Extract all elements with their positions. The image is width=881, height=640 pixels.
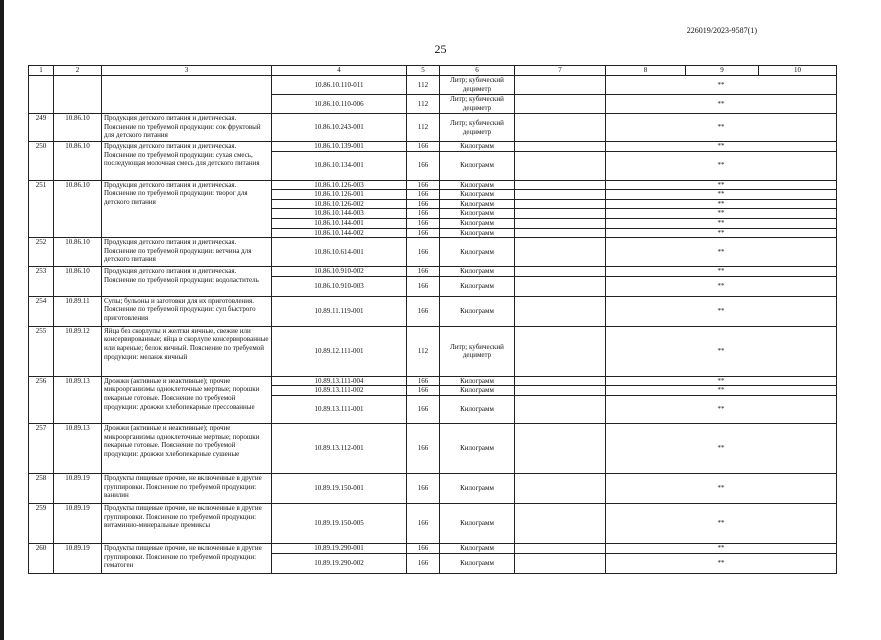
header-col-10: 10 [759,66,837,76]
unit-name: Килограмм [440,142,515,152]
okei-code: 166 [407,423,440,473]
product-description: Дрожжи (активные и неактивные); прочие микроорганизмы одноклеточные мертвые; порошки пекарные готовые. Пояснение по требуемой продукции: дрожжи хлебопекарные сушеные [102,423,272,473]
col-7-cell [515,151,606,180]
table-row [29,503,837,543]
product-description: Супы; бульоны и заготовки для их приготовления. Пояснение по требуемой продукции: суп быстрого приготовления [102,296,272,326]
row-number: 255 [29,326,54,376]
col-7-cell [515,503,606,543]
ktru-code: 10.89.19.290-001 [272,543,407,553]
mark-cell: ** [606,151,837,180]
mark-cell: ** [606,267,837,277]
col-7-cell [515,276,606,296]
table-row [29,114,837,142]
product-description: Продукция детского питания и диетическая. Пояснение по требуемой продукции: ветчина для детского питания [102,238,272,267]
table-row [29,180,837,190]
col-7-cell [515,553,606,573]
okei-code: 166 [407,473,440,503]
mark-cell: ** [606,209,837,219]
col-7-cell [515,238,606,267]
mark-cell: ** [606,190,837,200]
ktru-code: 10.86.10.910-002 [272,267,407,277]
okpd-code: 10.89.19 [54,473,102,503]
okei-code: 166 [407,503,440,543]
ktru-code: 10.89.19.150-005 [272,503,407,543]
ktru-code: 10.89.19.150-001 [272,473,407,503]
table-row [29,473,837,503]
ktru-code: 10.86.10.110-011 [272,76,407,95]
ktru-code: 10.86.10.243-001 [272,114,407,142]
col-7-cell [515,296,606,326]
ktru-code: 10.89.19.290-002 [272,553,407,573]
unit-name: Килограмм [440,199,515,209]
ktru-code: 10.86.10.139-001 [272,142,407,152]
col-7-cell [515,473,606,503]
mark-cell: ** [606,503,837,543]
col-7-cell [515,228,606,238]
unit-name: Килограмм [440,423,515,473]
ktru-code: 10.86.10.144-003 [272,209,407,219]
unit-name: Килограмм [440,276,515,296]
table-row [29,267,837,277]
okpd-code: 10.89.13 [54,376,102,423]
table-row [29,76,837,95]
mark-cell: ** [606,76,837,95]
col-7-cell [515,142,606,152]
ktru-code: 10.86.10.126-001 [272,190,407,200]
okpd-code: 10.89.19 [54,543,102,573]
row-number: 252 [29,238,54,267]
ktru-code: 10.86.10.110-006 [272,95,407,114]
col-7-cell [515,386,606,396]
okei-code: 166 [407,142,440,152]
product-description: Продукты пищевые прочие, не включенные в другие группировки. Пояснение по требуемой продукции: гематоген [102,543,272,573]
unit-name: Литр; кубический дециметр [440,114,515,142]
okei-code: 166 [407,190,440,200]
table-header-row [29,66,837,76]
okei-code: 166 [407,238,440,267]
okei-code: 166 [407,543,440,553]
row-number: 251 [29,180,54,238]
okei-code: 166 [407,199,440,209]
unit-name: Килограмм [440,386,515,396]
product-description: Дрожжи (активные и неактивные); прочие микроорганизмы одноклеточные мертвые; порошки пекарные готовые. Пояснение по требуемой продукции: дрожжи хлебопекарные прессованные [102,376,272,423]
mark-cell: ** [606,395,837,423]
header-col-2: 2 [54,66,102,76]
unit-name: Литр; кубический дециметр [440,76,515,95]
okpd-code: 10.86.10 [54,180,102,238]
okei-code: 112 [407,95,440,114]
scan-edge [0,0,4,640]
ktru-code: 10.89.13.111-002 [272,386,407,396]
row-number: 258 [29,473,54,503]
header-col-8: 8 [606,66,686,76]
unit-name: Килограмм [440,267,515,277]
row-number: 249 [29,114,54,142]
unit-name: Литр; кубический дециметр [440,95,515,114]
mark-cell: ** [606,543,837,553]
okei-code: 166 [407,218,440,228]
product-description: Продукция детского питания и диетическая. Пояснение по требуемой продукции: творог для детского питания [102,180,272,238]
row-number: 253 [29,267,54,297]
header-col-5: 5 [407,66,440,76]
mark-cell: ** [606,180,837,190]
table-row [29,376,837,386]
product-description: Продукция детского питания и диетическая. Пояснение по требуемой продукции: сухая смесь, последующая молочная смесь для детского питания [102,142,272,181]
unit-name: Килограмм [440,180,515,190]
col-7-cell [515,326,606,376]
mark-cell: ** [606,423,837,473]
document-number: 226019/2023-9587(1) [686,26,757,35]
col-7-cell [515,218,606,228]
header-col-7: 7 [515,66,606,76]
product-description: Продукты пищевые прочие, не включенные в другие группировки. Пояснение по требуемой продукции: витаминно-минеральные премиксы [102,503,272,543]
table-row [29,326,837,376]
col-7-cell [515,199,606,209]
mark-cell: ** [606,473,837,503]
mark-cell: ** [606,326,837,376]
col-7-cell [515,190,606,200]
unit-name: Килограмм [440,553,515,573]
table-row [29,543,837,553]
mark-cell: ** [606,142,837,152]
ktru-code: 10.89.11.119-001 [272,296,407,326]
okpd-code: 10.89.11 [54,296,102,326]
okei-code: 166 [407,296,440,326]
unit-name: Килограмм [440,218,515,228]
table-row [29,296,837,326]
okei-code: 166 [407,209,440,219]
col-7-cell [515,543,606,553]
unit-name: Килограмм [440,228,515,238]
okpd-code: 10.89.12 [54,326,102,376]
col-7-cell [515,423,606,473]
okpd-code: 10.86.10 [54,114,102,142]
okei-code: 166 [407,386,440,396]
row-number: 256 [29,376,54,423]
mark-cell: ** [606,238,837,267]
ktru-code: 10.86.10.614-001 [272,238,407,267]
okpd-code [54,76,102,114]
header-col-9: 9 [686,66,759,76]
okei-code: 112 [407,114,440,142]
okpd-code: 10.86.10 [54,142,102,181]
okpd-code: 10.86.10 [54,267,102,297]
mark-cell: ** [606,553,837,573]
col-7-cell [515,209,606,219]
ktru-code: 10.86.10.910-003 [272,276,407,296]
unit-name: Килограмм [440,151,515,180]
ktru-code: 10.86.10.144-001 [272,218,407,228]
col-7-cell [515,180,606,190]
col-7-cell [515,95,606,114]
header-col-4: 4 [272,66,407,76]
mark-cell: ** [606,95,837,114]
procurement-table [28,65,837,574]
unit-name: Килограмм [440,190,515,200]
okpd-code: 10.89.19 [54,503,102,543]
unit-name: Килограмм [440,473,515,503]
row-number: 254 [29,296,54,326]
mark-cell: ** [606,114,837,142]
table-row [29,142,837,152]
ktru-code: 10.86.10.126-002 [272,199,407,209]
unit-name: Литр; кубический дециметр [440,326,515,376]
unit-name: Килограмм [440,296,515,326]
product-description: Яйца без скорлупы и желтки яичные, свежие или консервированные; яйца в скорлупе консервированные или вареные; белок яичный. Пояснение по требуемой продукции: меланж яичный [102,326,272,376]
row-number [29,76,54,114]
okei-code: 166 [407,267,440,277]
col-7-cell [515,114,606,142]
ktru-code: 10.89.13.111-004 [272,376,407,386]
okei-code: 166 [407,376,440,386]
okei-code: 166 [407,228,440,238]
header-col-3: 3 [102,66,272,76]
okei-code: 166 [407,151,440,180]
product-description [102,76,272,114]
product-description: Продукция детского питания и диетическая. Пояснение по требуемой продукции: сок фруктовый для детского питания [102,114,272,142]
header-col-6: 6 [440,66,515,76]
row-number: 257 [29,423,54,473]
ktru-code: 10.89.12.111-001 [272,326,407,376]
okpd-code: 10.89.13 [54,423,102,473]
unit-name: Килограмм [440,503,515,543]
mark-cell: ** [606,199,837,209]
okei-code: 166 [407,276,440,296]
unit-name: Килограмм [440,395,515,423]
mark-cell: ** [606,296,837,326]
product-description: Продукты пищевые прочие, не включенные в другие группировки. Пояснение по требуемой продукции: ванилин [102,473,272,503]
mark-cell: ** [606,376,837,386]
okei-code: 112 [407,76,440,95]
col-7-cell [515,395,606,423]
ktru-code: 10.89.13.111-001 [272,395,407,423]
table-row [29,423,837,473]
mark-cell: ** [606,218,837,228]
ktru-code: 10.86.10.134-001 [272,151,407,180]
unit-name: Килограмм [440,238,515,267]
okpd-code: 10.86.10 [54,238,102,267]
ktru-code: 10.89.13.112-001 [272,423,407,473]
unit-name: Килограмм [440,376,515,386]
okei-code: 166 [407,553,440,573]
okei-code: 166 [407,395,440,423]
okei-code: 166 [407,180,440,190]
page-number: 25 [434,42,447,56]
row-number: 260 [29,543,54,573]
unit-name: Килограмм [440,543,515,553]
unit-name: Килограмм [440,209,515,219]
col-7-cell [515,267,606,277]
mark-cell: ** [606,386,837,396]
ktru-code: 10.86.10.144-002 [272,228,407,238]
col-7-cell [515,376,606,386]
table-row [29,238,837,267]
col-7-cell [515,76,606,95]
okei-code: 112 [407,326,440,376]
header-col-1: 1 [29,66,54,76]
row-number: 250 [29,142,54,181]
product-description: Продукция детского питания и диетическая. Пояснение по требуемой продукции: водоластитель [102,267,272,297]
ktru-code: 10.86.10.126-003 [272,180,407,190]
row-number: 259 [29,503,54,543]
mark-cell: ** [606,276,837,296]
mark-cell: ** [606,228,837,238]
table-body [29,76,837,574]
